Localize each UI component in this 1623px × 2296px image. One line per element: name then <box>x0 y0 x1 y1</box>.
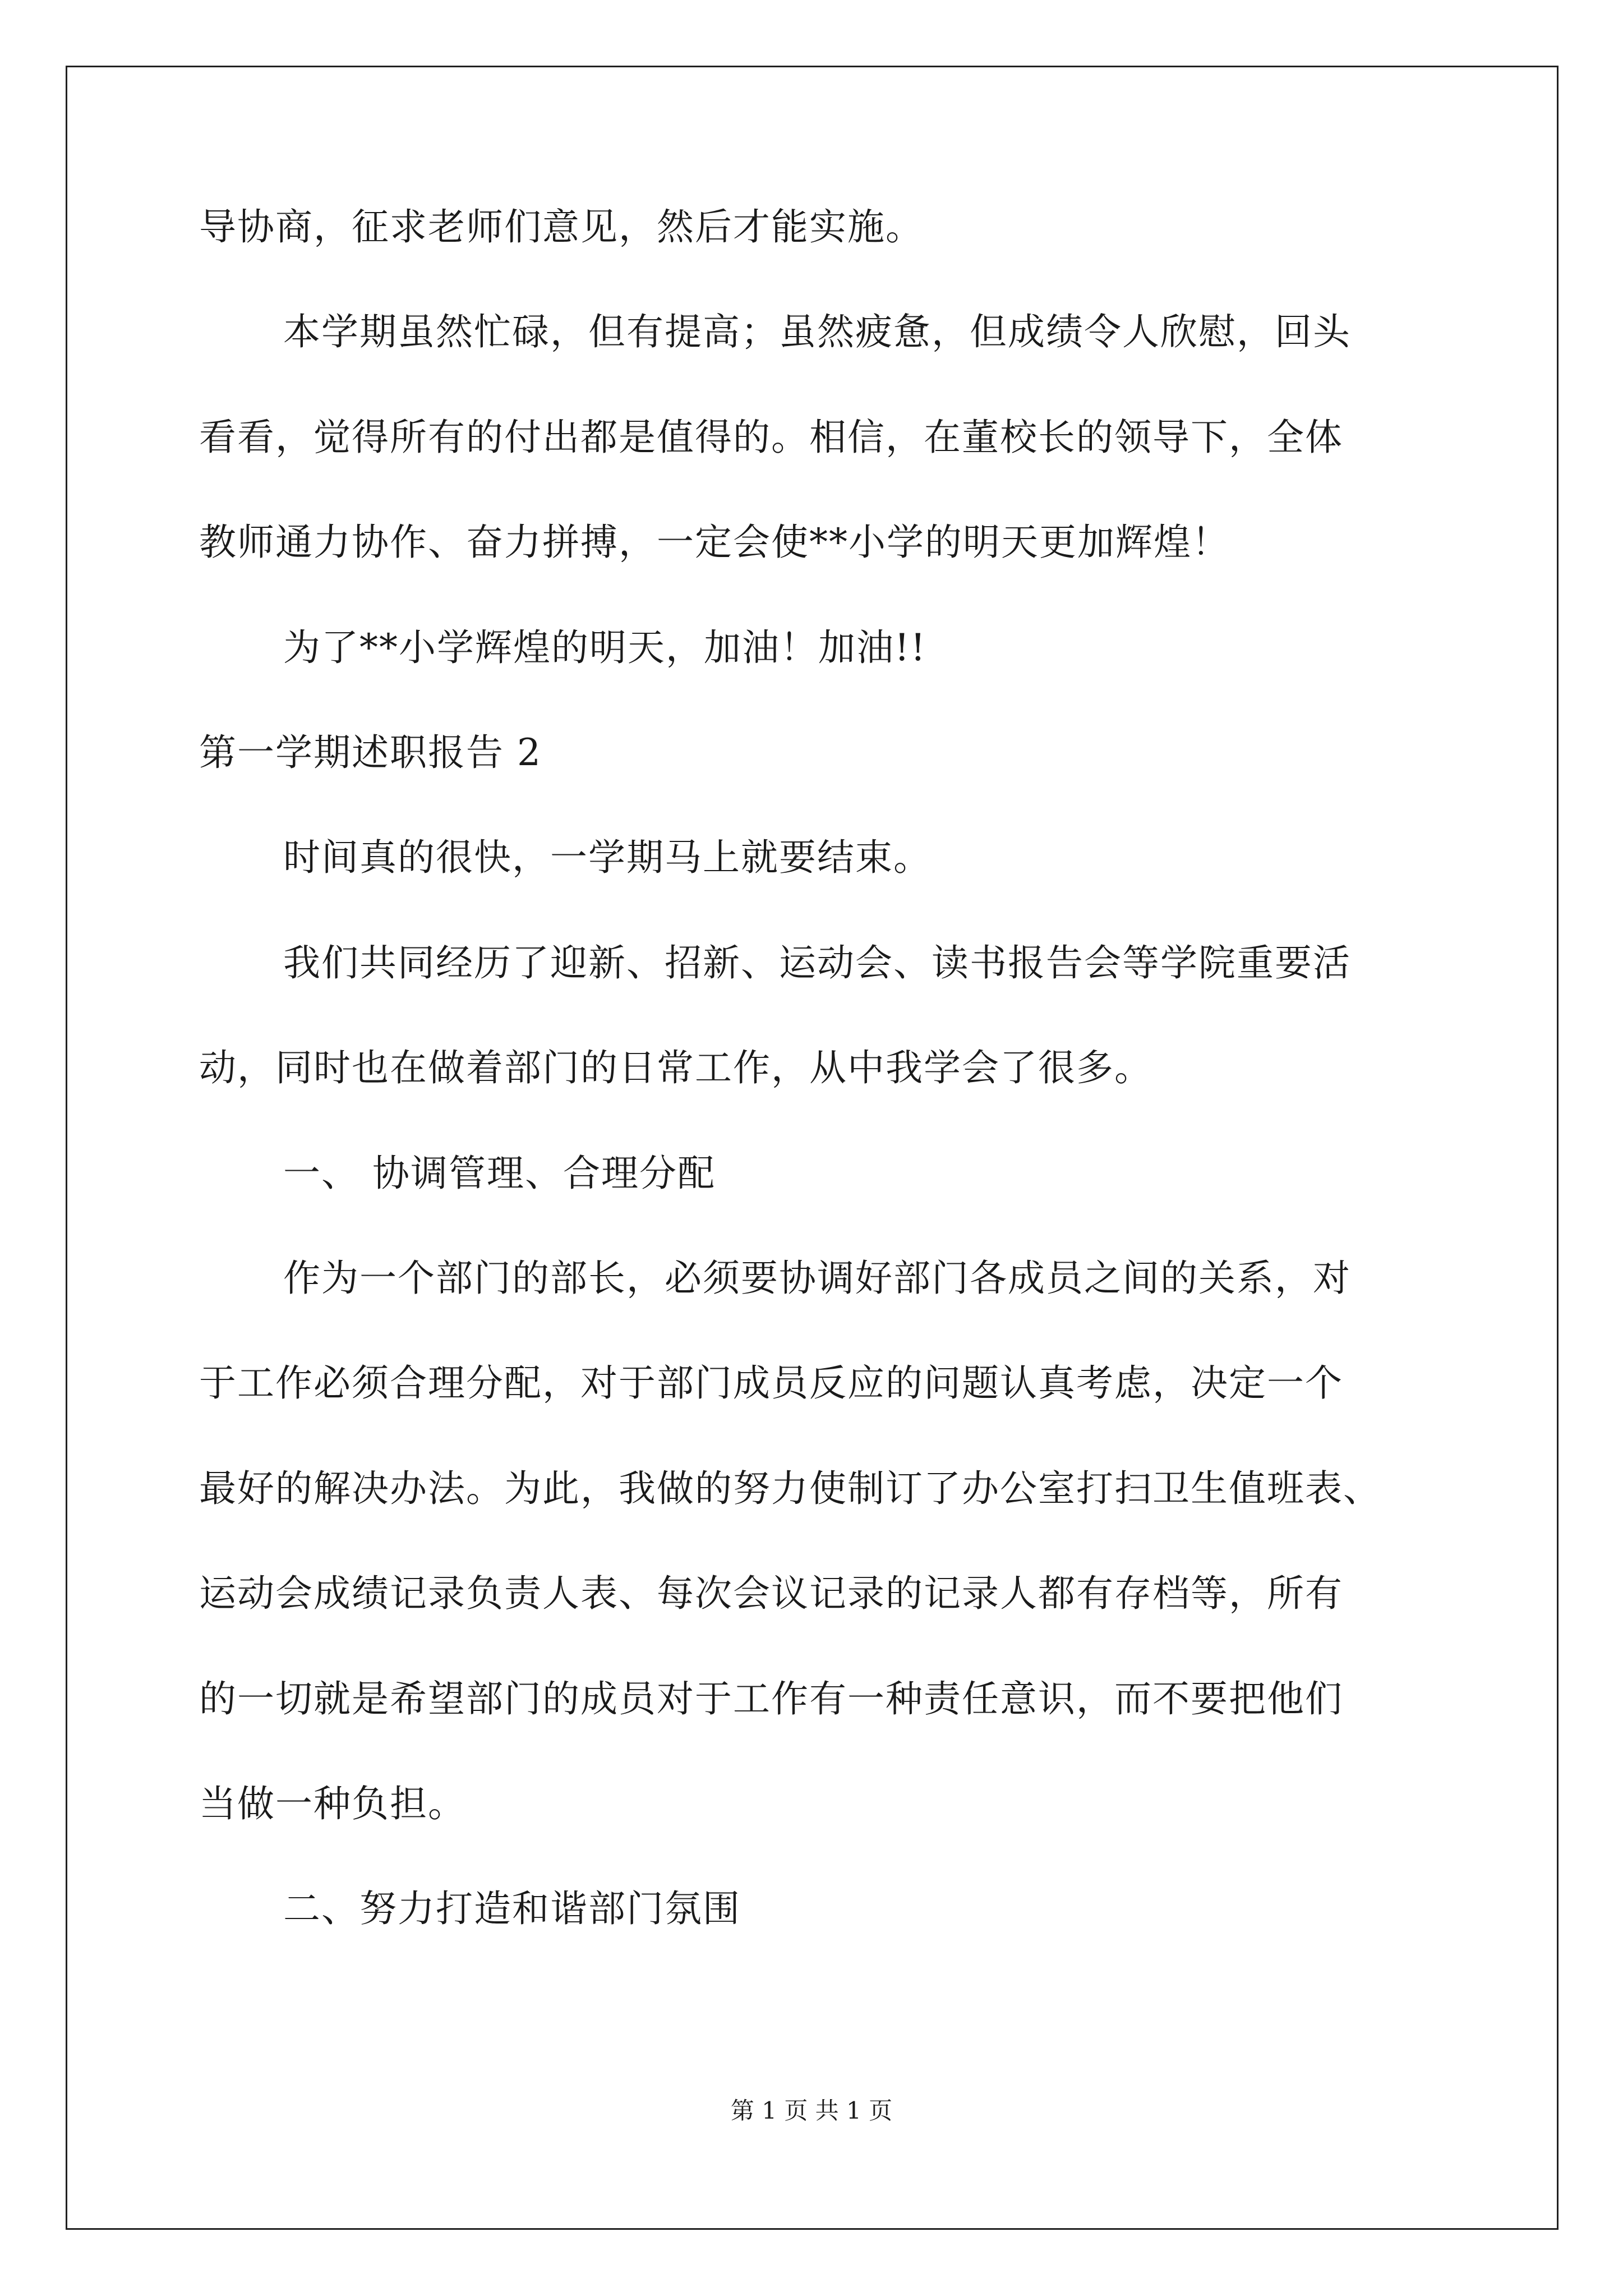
text-line: 我们共同经历了迎新、招新、运动会、读书报告会等学院重要活 <box>283 941 1351 984</box>
text-line: 教师通力协作、奋力拼搏，一定会使**小学的明天更加辉煌！ <box>199 521 1230 564</box>
text-line: 看看，觉得所有的付出都是值得的。相信，在董校长的领导下，全体 <box>199 416 1343 459</box>
text-line: 导协商，征求老师们意见，然后才能实施。 <box>199 205 924 249</box>
text-line: 当做一种负担。 <box>199 1782 466 1825</box>
subheading: 一、 协调管理、合理分配 <box>283 1152 716 1195</box>
subheading: 二、努力打造和谐部门氛围 <box>283 1887 741 1930</box>
section-heading: 第一学期述职报告 2 <box>199 731 542 774</box>
text-line: 本学期虽然忙碌，但有提高；虽然疲惫，但成绩令人欣慰，回头 <box>283 310 1351 353</box>
text-line: 运动会成绩记录负责人表、每次会议记录的记录人都有存档等，所有 <box>199 1572 1343 1615</box>
text-line: 为了**小学辉煌的明天，加油！加油!! <box>283 626 927 669</box>
text-line: 于工作必须合理分配，对于部门成员反应的问题认真考虑，决定一个 <box>199 1361 1343 1405</box>
text-line: 作为一个部门的部长，必须要协调好部门各成员之间的关系，对 <box>283 1257 1351 1300</box>
page-number-footer: 第 1 页 共 1 页 <box>730 2097 893 2124</box>
text-line: 最好的解决办法。为此，我做的努力使制订了办公室打扫卫生值班表、 <box>199 1467 1381 1510</box>
text-line: 的一切就是希望部门的成员对于工作有一种责任意识，而不要把他们 <box>199 1677 1343 1720</box>
text-line: 动，同时也在做着部门的日常工作，从中我学会了很多。 <box>199 1046 1152 1089</box>
text-line: 时间真的很快，一学期马上就要结束。 <box>283 836 932 879</box>
